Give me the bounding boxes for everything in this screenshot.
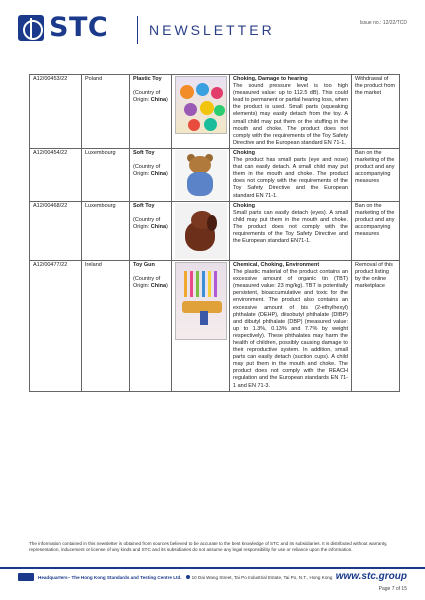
product-image-cell [172, 260, 230, 391]
origin-value: China [150, 171, 167, 178]
measures-taken: Ban on the marketing of the product and any accompanying measures [352, 148, 400, 201]
risk-description-cell [230, 148, 352, 201]
toy-gun-image [175, 262, 227, 340]
origin-value: China [150, 283, 167, 290]
product-image-cell [172, 75, 230, 149]
risk-description-cell [230, 201, 352, 260]
notification-id: A12/00454/22 [30, 148, 82, 201]
risk-type: Chemical, Choking, Environment [233, 261, 320, 268]
website-link[interactable]: www.stc.group [335, 571, 407, 582]
product-cell [130, 201, 172, 260]
country-of-origin: (Country of Origin: China) [133, 276, 168, 290]
measures-taken: Removal of this product listing by the online marketplace [352, 260, 400, 391]
risk-description: Small parts can easily detach (eyes). A small child may put them in the mouth and choke. The product does not comply with the requirements of the Toy Safety Directive and the European standard EN71-1. [233, 210, 348, 245]
product-cell [130, 75, 172, 149]
notifying-country: Luxembourg [82, 148, 130, 201]
product-cell [130, 260, 172, 391]
risk-type: Choking [233, 149, 255, 156]
issue-number: Issue no.: 12/22/TCD [359, 20, 407, 26]
recall-table [29, 74, 400, 392]
product-name: Soft Toy [133, 202, 155, 209]
table-row [30, 148, 400, 201]
product-image-cell [172, 148, 230, 201]
origin-label: (Country of Origin: [133, 276, 161, 290]
origin-label: (Country of Origin: [133, 164, 161, 178]
notification-id: A12/00468/22 [30, 201, 82, 260]
origin-label: (Country of Origin: [133, 217, 161, 231]
brand-name: STC [49, 12, 109, 43]
table-row [30, 75, 400, 149]
risk-description: The product has small parts (eye and nose) that can easily detach. A small child may put them in the mouth and choke. The product does not comply with the requirements of the Toy Safety Directive and the European standard EN 71-1. [233, 157, 348, 199]
notifying-country: Ireland [82, 260, 130, 391]
stc-logo-icon [18, 15, 44, 41]
notifying-country: Luxembourg [82, 201, 130, 260]
origin-label: (Country of Origin: [133, 90, 161, 104]
risk-type: Choking [233, 202, 255, 209]
stc-logo [18, 14, 108, 41]
risk-description: The plastic material of the product contains an excessive amount of organic tin (TBT) (measured value: 23 mg/kg). TBT is potentially persistent, bioaccumulative and toxic for the environment. The product also contains an excessive amount of bis (2-ethylhexyl) phthalate (DEHP), diisobutyl phthalate (DIBP) and dibutyl phthalate (DBP) (measured value: up to 1.3%, 0.13% and 7.7% by weight respectively). These phthalates may harm the health of children, possibly causing damage to their reproductive system. In addition, small parts can easily detach (suction cups). A child may put them in the mouth and choke. The product does not comply with the REACH regulation and the European standards EN 71-1 and EN 71-3. [233, 269, 348, 389]
plastic-toy-image [175, 76, 227, 134]
risk-description: The sound pressure level is too high (measured value: up to 112.5 dB). This could lead to permanent or partial hearing loss, when the product is used. Small parts (squeaking elements) may easily detach from the toy. A small child may put them or the stuffing in the mouth and choke. The product does not comply with the requirements of the Toy Safety Directive and the European standard EN 71-1. [233, 83, 348, 146]
origin-value: China [150, 224, 167, 231]
measures-taken: Withdrawal of the product from the market [352, 75, 400, 149]
table-row [30, 201, 400, 260]
origin-value: China [150, 97, 167, 104]
product-cell [130, 148, 172, 201]
hq-address: 10 Dai Wang Street, Tai Po Industrial Estate, Tai Po, N.T., Hong Kong [191, 574, 333, 580]
risk-type: Choking, Damage to hearing [233, 76, 308, 82]
risk-description-cell [230, 75, 352, 149]
country-of-origin: (Country of Origin: China) [133, 217, 168, 231]
product-name: Plastic Toy [133, 76, 162, 82]
country-of-origin: (Country of Origin: China) [133, 90, 168, 104]
notifying-country: Poland [82, 75, 130, 149]
product-name: Soft Toy [133, 149, 155, 156]
header-divider [137, 16, 138, 44]
headquarters-info [18, 573, 333, 581]
notification-id: A12/00453/22 [30, 75, 82, 149]
hq-company: – The Hong Kong Standards and Testing Centre Ltd. [67, 574, 182, 580]
disclaimer-text: The information contained in this newsletter is obtained from sources believed to be accurate to the best knowledge of STC and its subsidiaries. It is distributed without warranty, representation, inducement or license of any kinds and STC and its subsidiaries do not assume any legal responsibility for use or reliance upon the information. [29, 541, 388, 552]
product-image-cell [172, 201, 230, 260]
measures-taken: Ban on the marketing of the product and any accompanying measures [352, 201, 400, 260]
page-header [0, 0, 425, 50]
risk-description-cell [230, 260, 352, 391]
notification-id: A12/00477/22 [30, 260, 82, 391]
building-icon [18, 573, 34, 581]
page-number: Page 7 of 15 [378, 586, 407, 592]
footer-divider [0, 567, 425, 569]
country-of-origin: (Country of Origin: China) [133, 164, 168, 178]
product-name: Toy Gun [133, 261, 155, 268]
teddy-bear-image [175, 150, 227, 200]
plush-dog-image [175, 203, 227, 259]
newsletter-title: NEWSLETTER [149, 22, 275, 38]
hq-label: Headquarters [38, 574, 68, 580]
location-pin-icon [186, 575, 190, 579]
table-row [30, 260, 400, 391]
